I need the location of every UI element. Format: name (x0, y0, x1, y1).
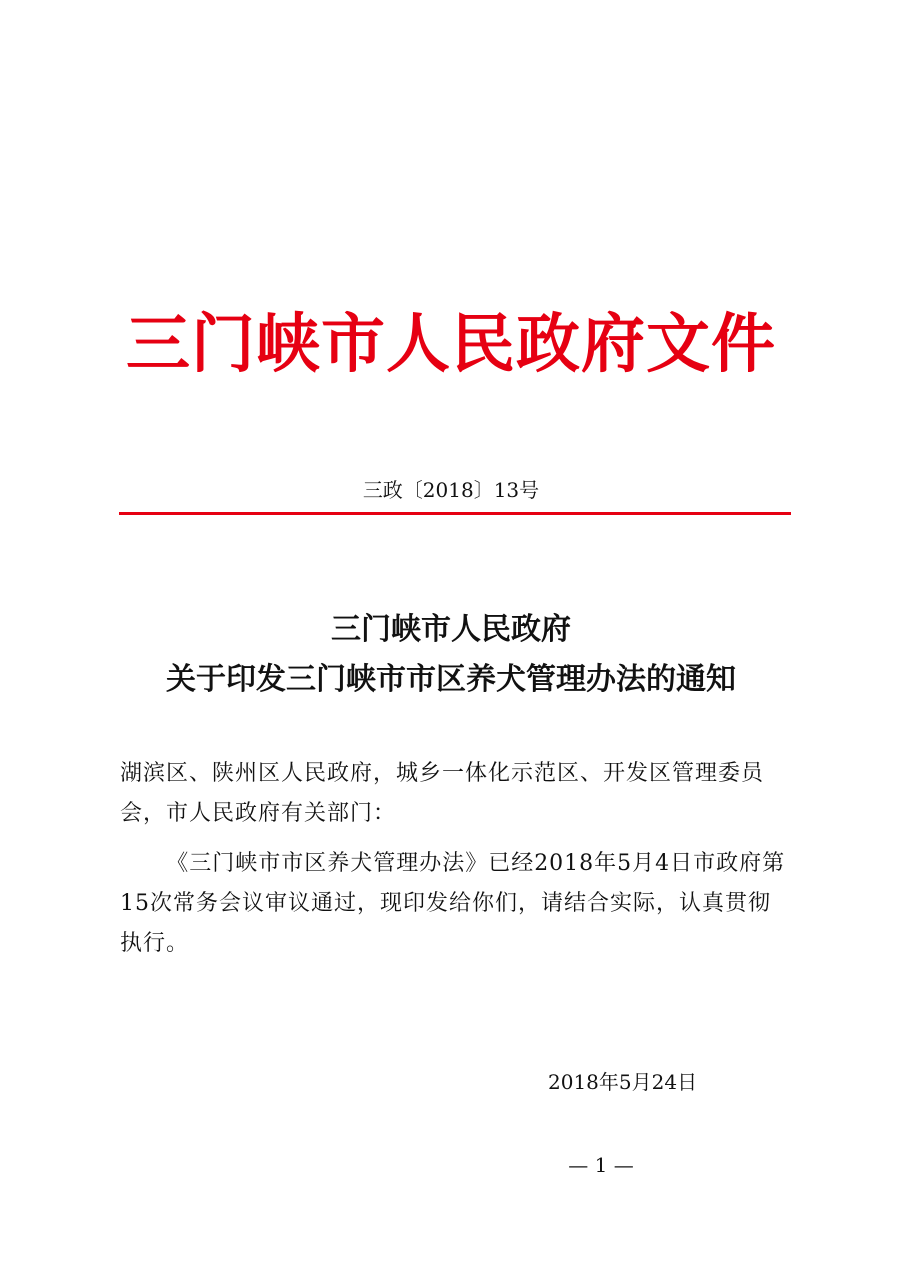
title-line-2: 关于印发三门峡市市区养犬管理办法的通知 (166, 662, 736, 697)
addressee: 湖滨区、陕州区人民政府，城乡一体化示范区、开发区管理委员会，市人民政府有关部门： (120, 761, 765, 826)
document-number: 三政〔2018〕13号 (362, 478, 540, 502)
page-number: — 1 — (568, 1153, 634, 1177)
body-paragraph: 《三门峡市市区养犬管理办法》已经2018年5月4日市政府第15次常务会议审议通过，现印发给你们，请结合实际，认真贯彻执行。 (120, 851, 786, 956)
issue-date: 2018年5月24日 (548, 1070, 698, 1094)
title-line-1: 三门峡市人民政府 (331, 612, 571, 647)
issuer-banner: 三门峡市人民政府文件 (126, 307, 776, 382)
red-divider-line (119, 512, 791, 515)
